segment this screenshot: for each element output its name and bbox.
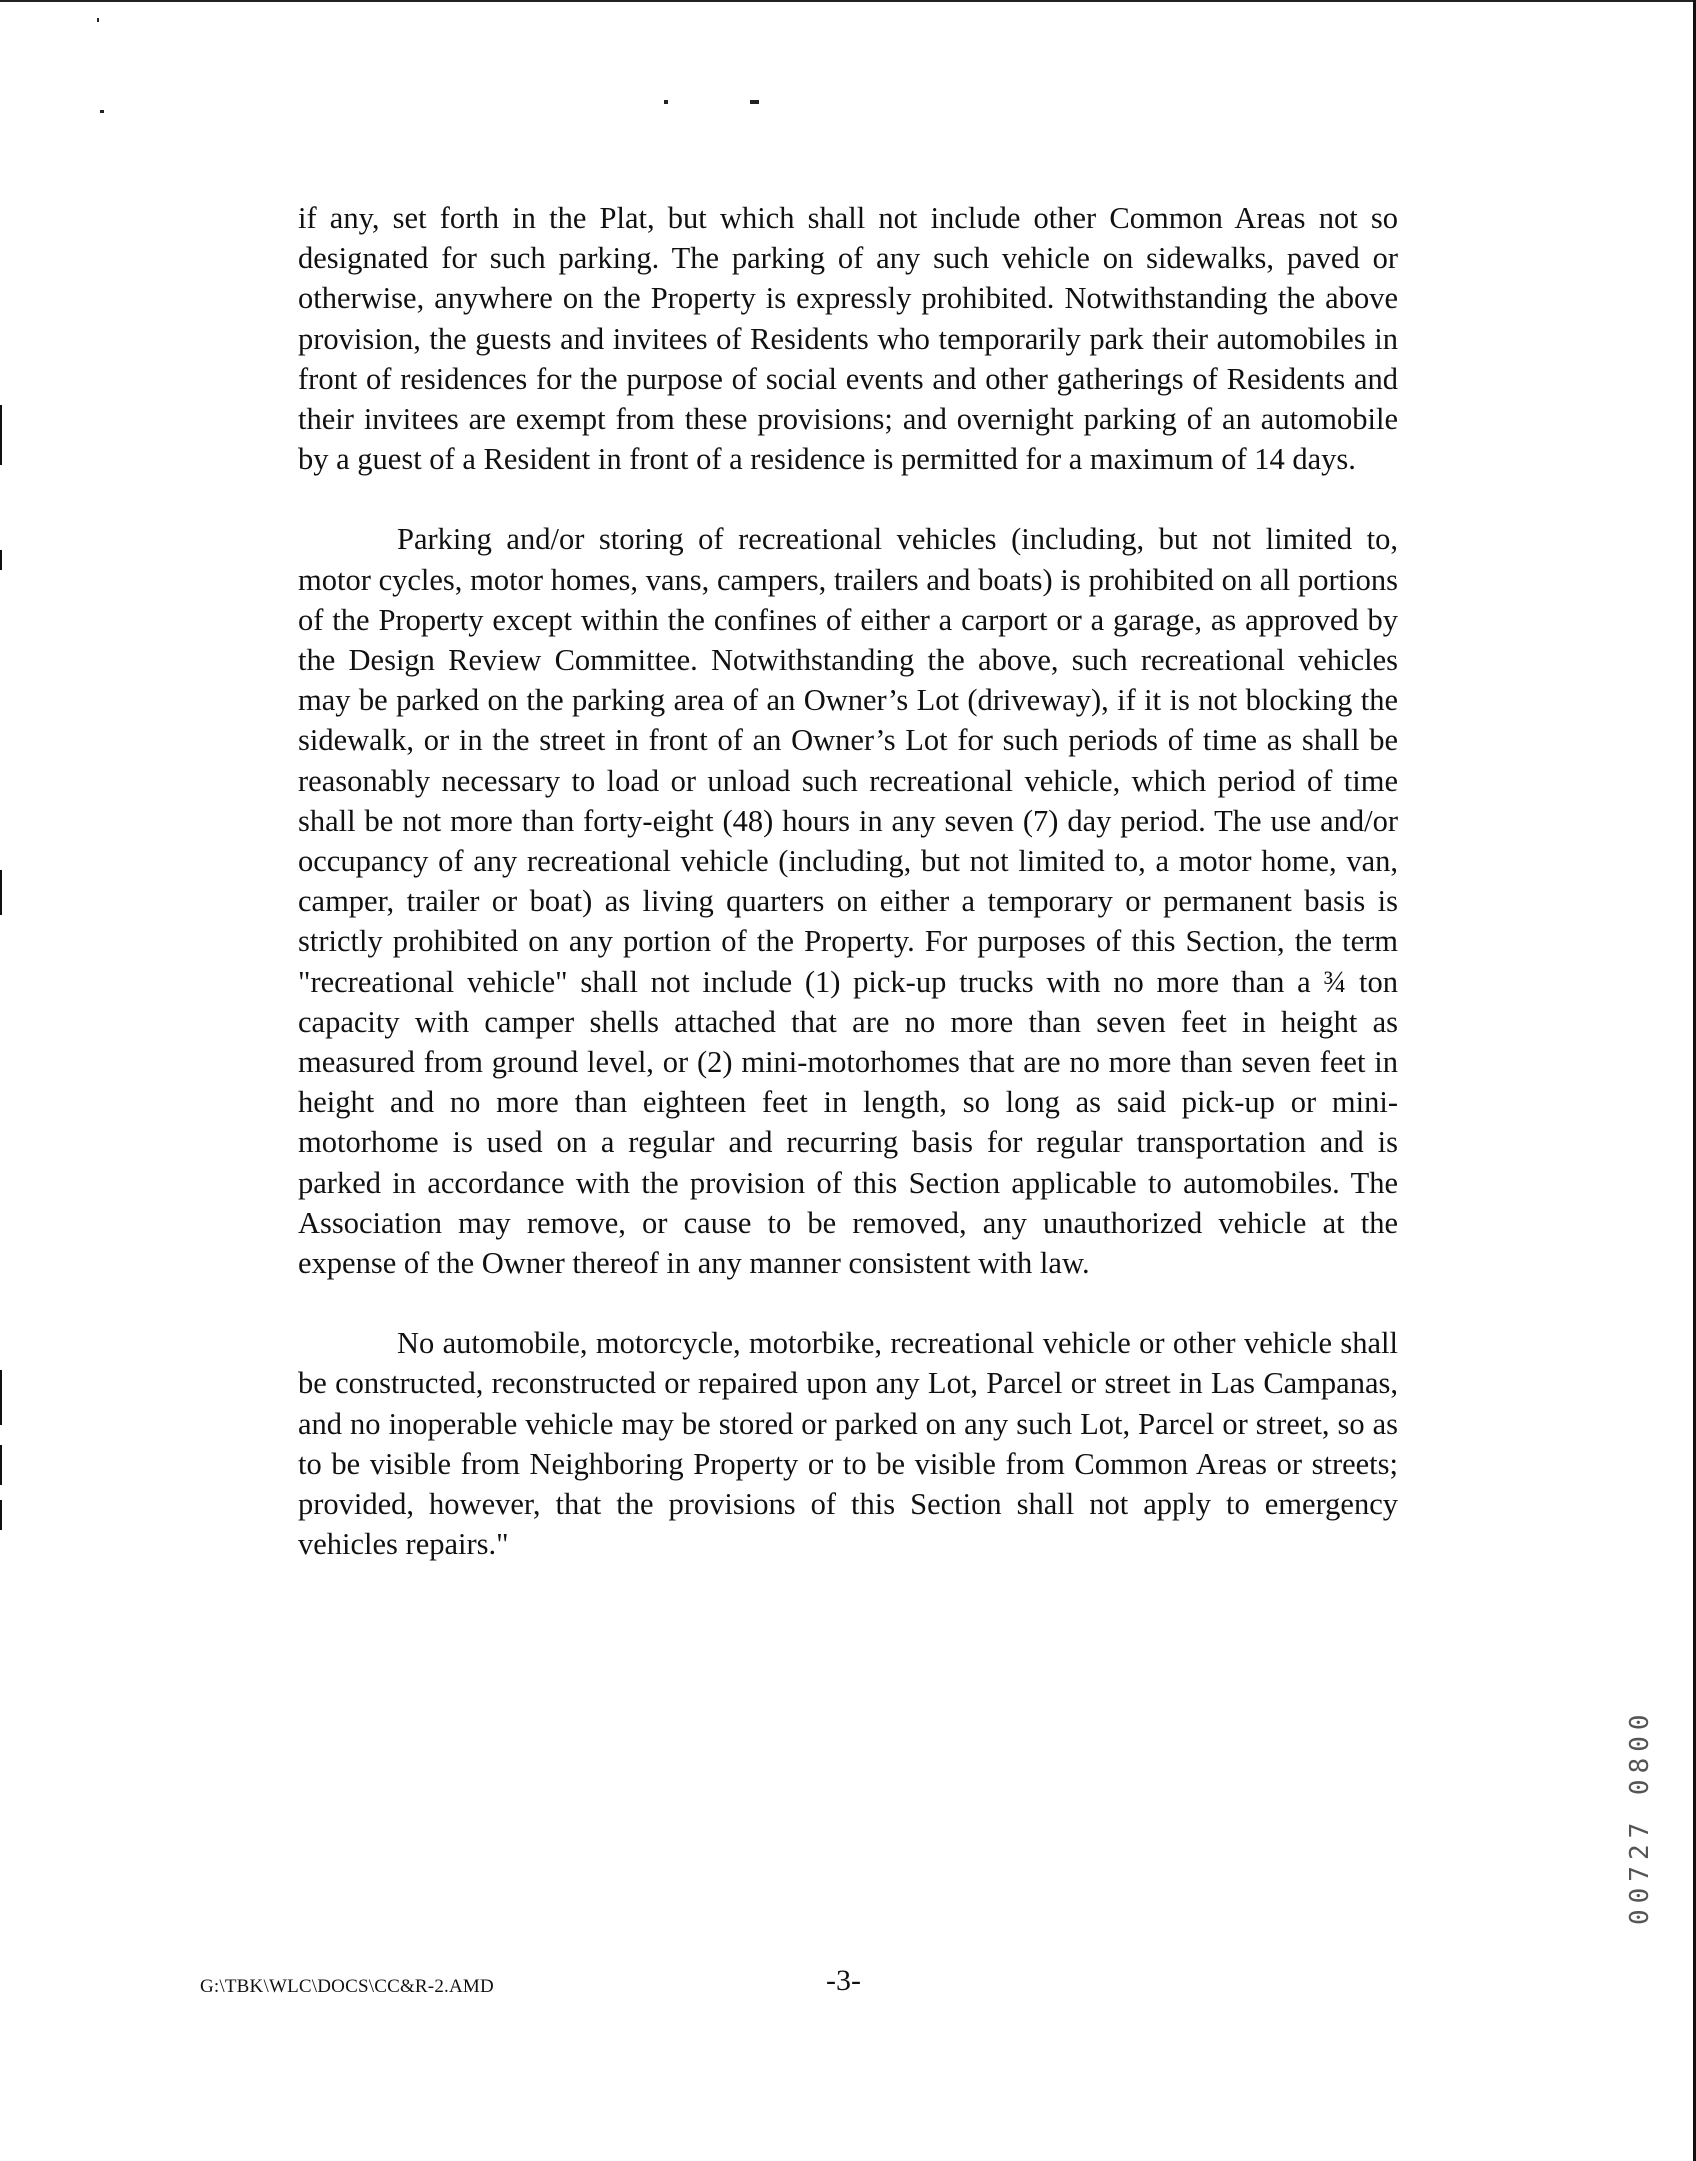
scan-edge-left-mark [0, 1370, 2, 1425]
scan-edge-left-mark [0, 550, 2, 570]
paragraph-recreational-vehicles: Parking and/or storing of recreational vehicles (including, but not limited to, motor cycles, motor homes, vans, campers, trailers and boats) is prohibited on all portions of the Property except within the confines of either a carport or a garage, as approved by the Design Review Committee. Notwithstanding the above, such recreational vehicles may be parked on the parking area of an Owner’s Lot (driveway), if it is not blocking the sidewalk, or in the street in front of an Owner’s Lot for such periods of time as shall be reasonably necessary to load or unload such recreational vehicle, which period of time shall be not more than forty-eight (48) hours in any seven (7) day period. The use and/or occupancy of any recreational vehicle (including, but not limited to, a motor home, van, camper, trailer or boat) as living quarters on either a temporary or permanent basis is strictly prohibited on any portion of the Property. For purposes of this Section, the term "recreational vehicle" shall not include (1) pick-up trucks with no more than a ¾ ton capacity with camper shells attached that are no more than seven feet in height as measured from ground level, or (2) mini-motorhomes that are no more than seven feet in height and no more than eighteen feet in length, so long as said pick-up or mini-motorhome is used on a regular and recurring basis for regular transportation and is parked in accordance with the provision of this Section applicable to automobiles. The Association may remove, or cause to be removed, any unauthorized vehicle at the expense of the Owner thereof in any manner consistent with law. [298, 522, 1398, 1281]
scan-edge-left-mark [0, 1500, 2, 1530]
paragraph-parking-continued: if any, set forth in the Plat, but which shall not include other Common Areas not so designated for such parking. The parking of any such vehicle on sidewalks, paved or otherwise, anywhere on the Property is expressly prohibited. Notwithstanding the above provision, the guests and invitees of Residents who temporarily park their automobiles in front of residences for the purpose of social events and other gatherings of Residents and their invitees are exempt from these provisions; and overnight parking of an automobile by a guest of a Resident in front of a residence is permitted for a maximum of 14 days. [298, 201, 1398, 477]
paragraph-vehicle-repairs: No automobile, motorcycle, motorbike, recreational vehicle or other vehicle shall be constructed, reconstructed or repaired upon any Lot, Parcel or street in Las Campanas, and no inoperable vehicle may be stored or parked on any such Lot, Parcel or street, so as to be visible from Neighboring Property or to be visible from Common Areas or streets; provided, however, that the provisions of this Section shall not apply to emergency vehicles repairs." [298, 1326, 1398, 1562]
document-body [298, 198, 1398, 1605]
scan-edge-left-mark [0, 1445, 2, 1485]
scan-edge-top [0, 0, 1696, 2]
margin-recording-stamp [1620, 1590, 1660, 1930]
margin-stamp-text: 00727 0800 [1625, 1708, 1655, 1925]
footer-file-path: G:\TBK\WLC\DOCS\CC&R-2.AMD [200, 1976, 494, 1997]
scan-speck [100, 110, 104, 113]
scan-edge-left-mark [0, 405, 2, 465]
page-number: -3- [826, 1964, 861, 1997]
scan-speck [97, 18, 99, 22]
scan-speck [750, 100, 759, 104]
scan-speck [664, 100, 668, 104]
scan-edge-left-mark [0, 870, 2, 915]
